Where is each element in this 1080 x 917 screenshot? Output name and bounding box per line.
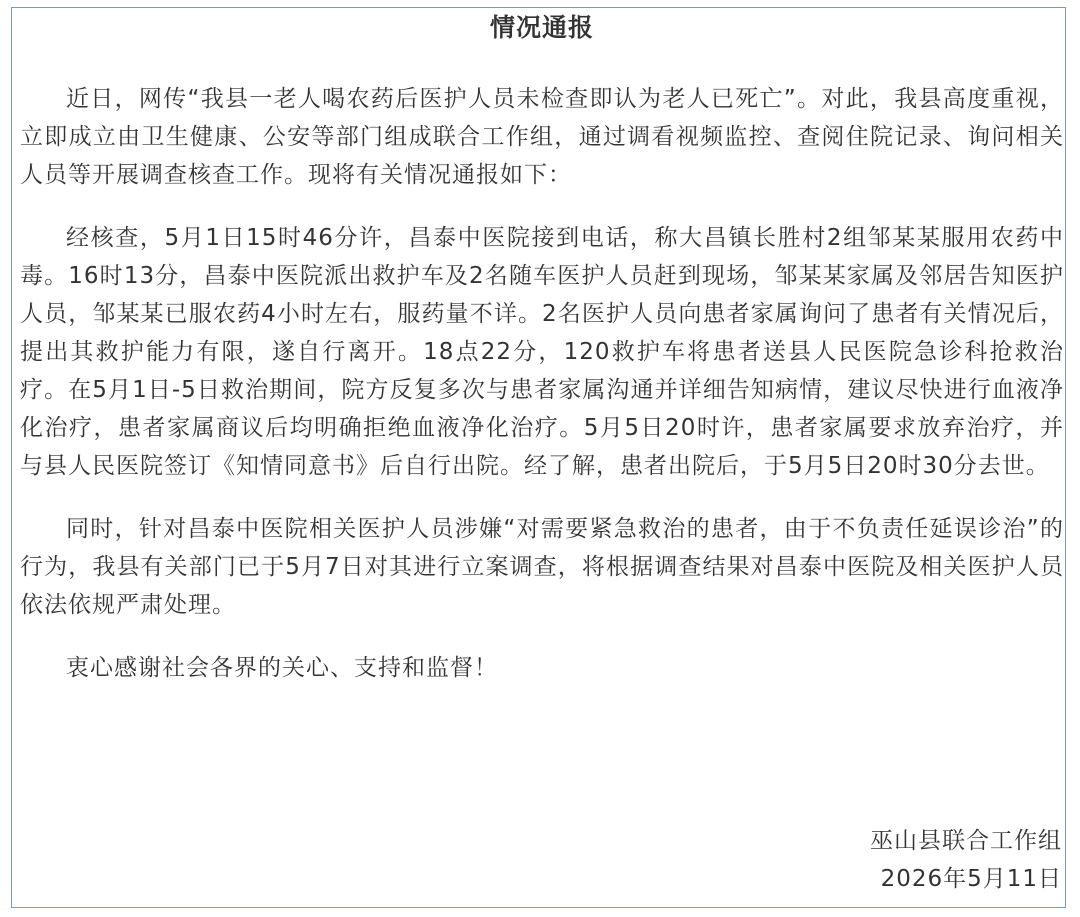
paragraph-investigation: 同时，针对昌泰中医院相关医护人员涉嫌“对需要紧急救治的患者，由于不负责任延误诊治”的行为，我县有关部门已于5月7日对其进行立案调查，将根据调查结果对昌泰中医院及相关医护人员依法依规严肃处理。: [20, 516, 1064, 618]
notice-title: 情况通报: [489, 13, 594, 42]
paragraph-findings: 经核查，5月1日15时46分许，昌泰中医院接到电话，称大昌镇长胜村2组邹某某服用农药中毒。16时13分，昌泰中医院派出救护车及2名随车医护人员赶到现场，邹某某家属及邻居告知医护人员，邹某某已服农药4小时左右，服药量不详。2名医护人员向患者家属询问了患者有关情况后，提出其救护能力有限，遂自行离开。18点22分，120救护车将患者送县人民医院急诊科抢救治疗。在5月1日-5日救治期间，院方反复多次与患者家属沟通并详细告知病情，建议尽快进行血液净化治疗，患者家属商议后均明确拒绝血液净化治疗。5月5日20时许，患者家属要求放弃治疗，并与县人民医院签订《知情同意书》后自行出院。经了解，患者出院后，于5月5日20时30分去世。: [20, 225, 1064, 479]
signature-organization: 巫山县联合工作组: [870, 828, 1062, 854]
notice-body: [20, 10, 1064, 687]
paragraph-thanks: 衷心感谢社会各界的关心、支持和监督！: [66, 655, 498, 681]
signature-date: 2026年5月11日: [880, 866, 1062, 892]
paragraph-intro: 近日，网传“我县一老人喝农药后医护人员未检查即认为老人已死亡”。对此，我县高度重视，立即成立由卫生健康、公安等部门组成联合工作组，通过调看视频监控、查阅住院记录、询问相关人员等开展调查核查工作。现将有关情况通报如下：: [20, 86, 1064, 188]
signature-block: [870, 822, 1062, 898]
